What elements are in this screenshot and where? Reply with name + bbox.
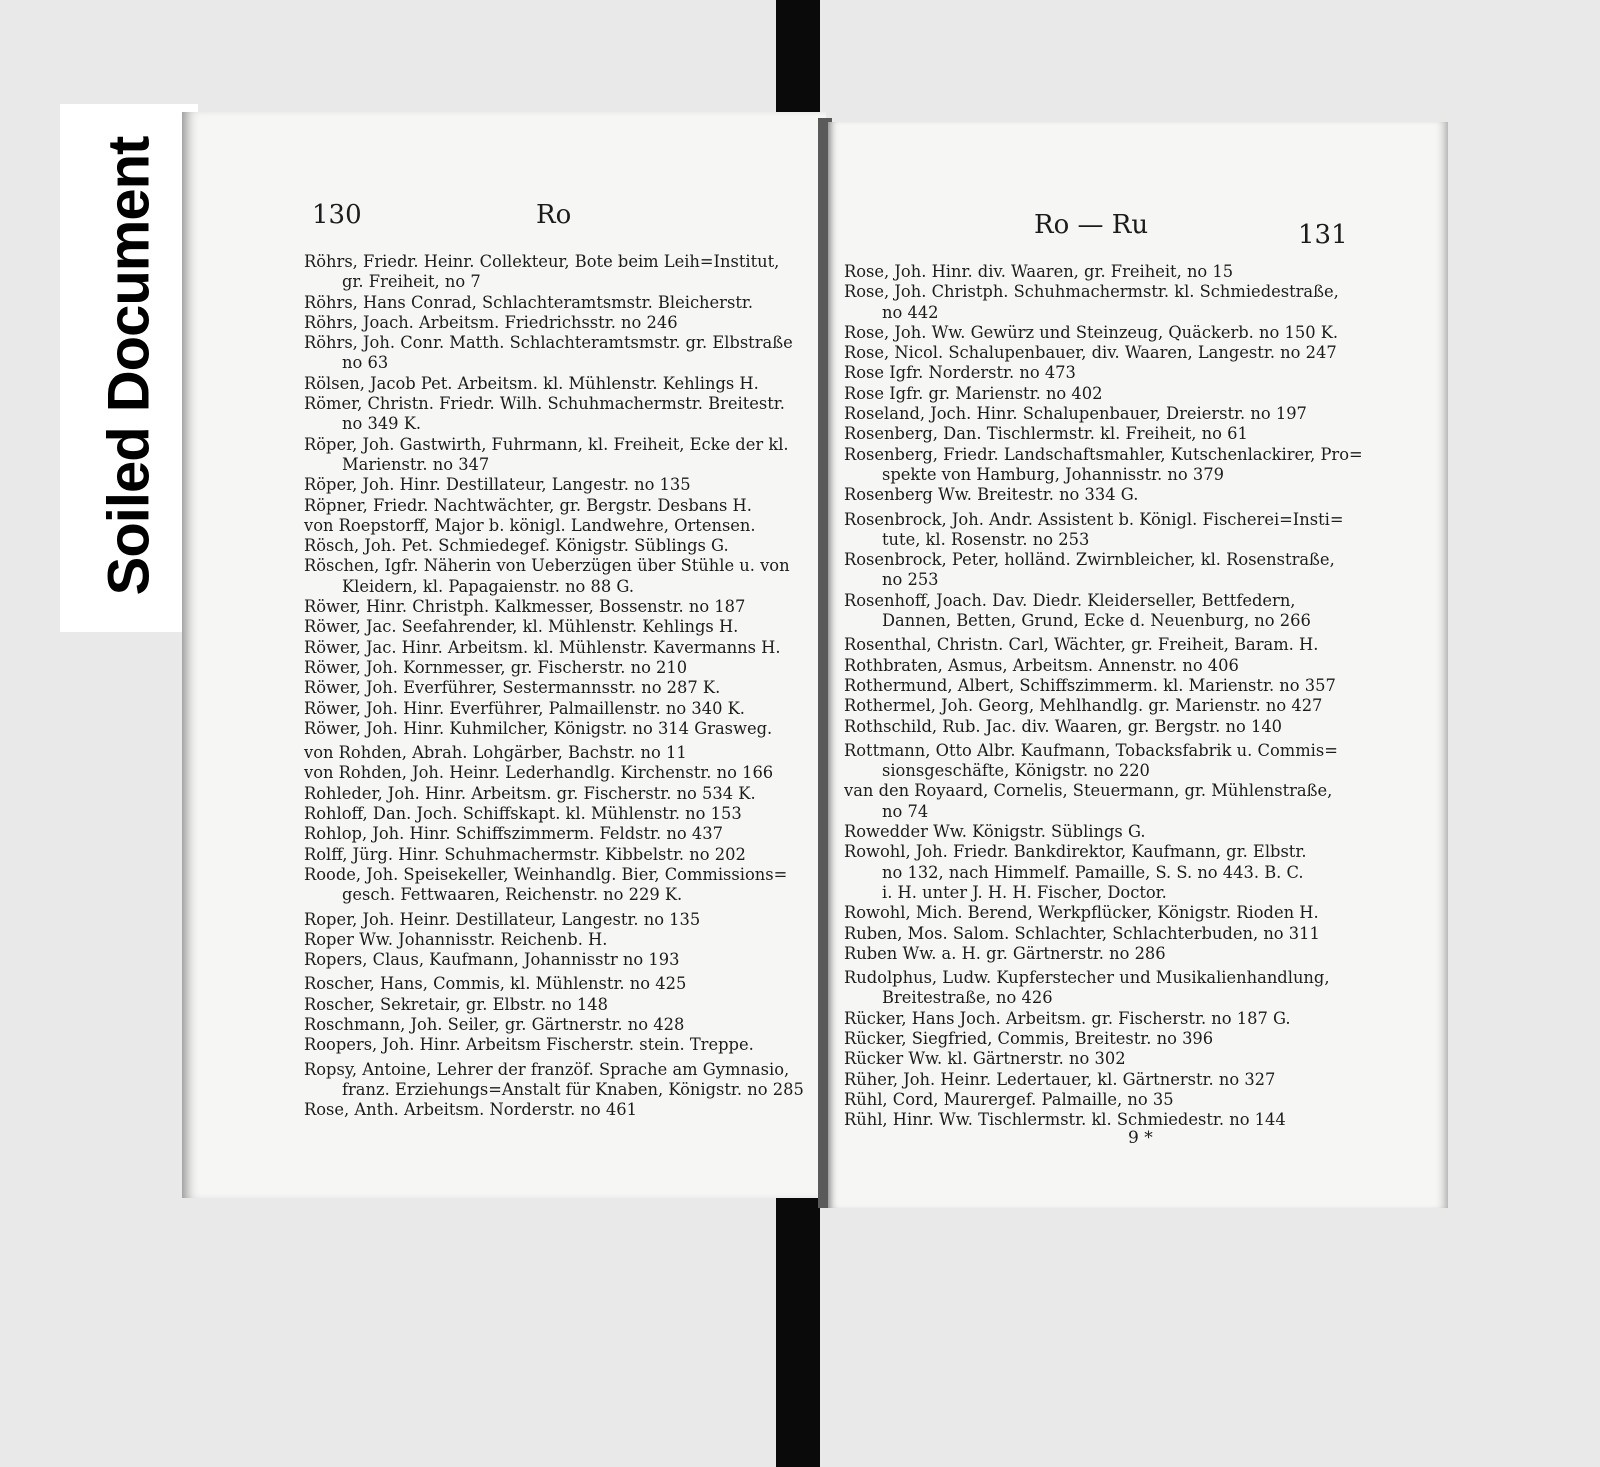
entry-line: Rose, Nicol. Schalupenbauer, div. Waaren, Langestr. no 247: [844, 343, 1337, 363]
entry-line: Röwer, Joh. Hinr. Everführer, Palmaillenstr. no 340 K.: [304, 698, 745, 718]
entry-line: Roschmann, Joh. Seiler, gr. Gärtnerstr. no 428: [304, 1014, 685, 1034]
entry-line: Rose Igfr. gr. Marienstr. no 402: [844, 383, 1103, 403]
entry-line: Roper Ww. Johannisstr. Reichenb. H.: [304, 929, 608, 949]
entry-line: Rose, Joh. Ww. Gewürz und Steinzeug, Quäckerb. no 150 K.: [844, 322, 1339, 342]
entry-line: no 63: [342, 353, 389, 373]
entry-line: Roseland, Joch. Hinr. Schalupenbauer, Dreierstr. no 197: [844, 404, 1307, 424]
entry-line: Rohloff, Dan. Joch. Schiffskapt. kl. Mühlenstr. no 153: [304, 804, 742, 824]
entry-line: Roper, Joh. Heinr. Destillateur, Langestr. no 135: [304, 909, 701, 929]
entry-line: no 132, nach Himmelf. Pamaille, S. S. no 443. B. C.: [882, 862, 1304, 882]
entry-line: Rose, Joh. Christph. Schuhmachermstr. kl. Schmiedestraße,: [844, 282, 1339, 302]
entry-line: Breitestraße, no 426: [882, 988, 1053, 1008]
entry-line: no 442: [882, 302, 939, 322]
entry-line: i. H. unter J. H. H. Fischer, Doctor.: [882, 882, 1167, 902]
entry-line: Röwer, Jac. Seefahrender, kl. Mühlenstr. Kehlings H.: [304, 617, 739, 637]
entry-line: Rowedder Ww. Königstr. Süblings G.: [844, 822, 1146, 842]
entry-line: Rolff, Jürg. Hinr. Schuhmachermstr. Kibbelstr. no 202: [304, 844, 746, 864]
entry-line: Rose, Joh. Hinr. div. Waaren, gr. Freiheit, no 15: [844, 262, 1234, 281]
entry-line: Rosenberg Ww. Breitestr. no 334 G.: [844, 485, 1139, 505]
entry-line: gr. Freiheit, no 7: [342, 272, 481, 292]
entry-line: Rölsen, Jacob Pet. Arbeitsm. kl. Mühlenstr. Kehlings H.: [304, 373, 759, 393]
entry-line: Rücker, Siegfried, Commis, Breitestr. no 396: [844, 1028, 1214, 1048]
entry-line: Röwer, Jac. Hinr. Arbeitsm. kl. Mühlenstr. Kavermanns H.: [304, 637, 781, 657]
left-running-head: Ro: [536, 200, 572, 230]
entry-line: Kleidern, kl. Papagaienstr. no 88 G.: [342, 576, 635, 596]
entry-line: Rosenberg, Dan. Tischlermstr. kl. Freiheit, no 61: [844, 424, 1248, 444]
entry-line: tute, kl. Rosenstr. no 253: [882, 529, 1090, 549]
entry-line: Röper, Joh. Gastwirth, Fuhrmann, kl. Freiheit, Ecke der kl.: [304, 434, 789, 454]
entry-line: Roode, Joh. Speisekeller, Weinhandlg. Bier, Commissions=: [304, 864, 788, 884]
entry-line: spekte von Hamburg, Johannisstr. no 379: [882, 464, 1224, 484]
entry-line: von Roepstorff, Major b. königl. Landwehre, Ortensen.: [304, 515, 756, 535]
entry-line: Rosenhoff, Joach. Dav. Diedr. Kleiderseller, Bettfedern,: [844, 590, 1296, 610]
left-page-number: 130: [312, 200, 362, 230]
entry-line: Roopers, Joh. Hinr. Arbeitsm Fischerstr. stein. Treppe.: [304, 1035, 754, 1055]
entry-line: Röwer, Joh. Hinr. Kuhmilcher, Königstr. no 314 Grasweg.: [304, 718, 773, 738]
entry-line: Rösch, Joh. Pet. Schmiedegef. Königstr. Süblings G.: [304, 536, 729, 556]
book-spine-bottom: [776, 1194, 820, 1467]
left-entries: [304, 252, 804, 1120]
right-page-number: 131: [1298, 220, 1348, 250]
entry-line: sionsgeschäfte, Königstr. no 220: [882, 761, 1150, 781]
entry-line: Roscher, Hans, Commis, kl. Mühlenstr. no 425: [304, 974, 687, 994]
entry-line: von Rohden, Joh. Heinr. Lederhandlg. Kirchenstr. no 166: [304, 763, 774, 783]
entry-line: Rühl, Cord, Maurergef. Palmaille, no 35: [844, 1089, 1174, 1109]
right-running-head: Ro — Ru: [1034, 210, 1149, 240]
entry-line: Rowohl, Joh. Friedr. Bankdirektor, Kaufmann, gr. Elbstr.: [844, 842, 1307, 862]
entry-line: Roscher, Sekretair, gr. Elbstr. no 148: [304, 994, 608, 1014]
entry-line: Dannen, Betten, Grund, Ecke d. Neuenburg, no 266: [882, 611, 1311, 631]
entry-line: Marienstr. no 347: [342, 454, 490, 474]
soiled-document-label: Soiled Document: [96, 136, 162, 596]
entry-line: Röhrs, Hans Conrad, Schlachteramtsmstr. Bleicherstr.: [304, 292, 754, 312]
entry-line: Rohleder, Joh. Hinr. Arbeitsm. gr. Fischerstr. no 534 K.: [304, 783, 756, 803]
entry-line: Röper, Joh. Hinr. Destillateur, Langestr. no 135: [304, 475, 691, 495]
entry-line: von Rohden, Abrah. Lohgärber, Bachstr. no 11: [304, 743, 687, 763]
entry-line: no 349 K.: [342, 414, 422, 434]
entry-line: Röpner, Friedr. Nachtwächter, gr. Bergstr. Desbans H.: [304, 495, 752, 515]
entry-line: Rohlop, Joh. Hinr. Schiffszimmerm. Feldstr. no 437: [304, 824, 723, 844]
entry-line: no 74: [882, 801, 929, 821]
entry-line: no 253: [882, 570, 939, 590]
entry-line: Römer, Christn. Friedr. Wilh. Schuhmachermstr. Breitestr.: [304, 394, 785, 414]
entry-line: Rottmann, Otto Albr. Kaufmann, Tobacksfabrik u. Commis=: [844, 740, 1338, 760]
entry-line: Rothermel, Joh. Georg, Mehlhandlg. gr. Marienstr. no 427: [844, 696, 1323, 716]
left-page: [182, 112, 826, 1198]
entry-line: Ropsy, Antoine, Lehrer der franzöf. Sprache am Gymnasio,: [304, 1059, 790, 1079]
entry-line: Röwer, Joh. Everführer, Sestermannsstr. no 287 K.: [304, 678, 721, 698]
signature-mark: 9 *: [1128, 1128, 1153, 1148]
right-page: [828, 122, 1448, 1208]
entry-line: Rowohl, Mich. Berend, Werkpflücker, Königstr. Rioden H.: [844, 903, 1319, 923]
entry-line: Rosenbrock, Joh. Andr. Assistent b. Königl. Fischerei=Insti=: [844, 509, 1344, 529]
entry-line: Rosenbrock, Peter, holländ. Zwirnbleicher, kl. Rosenstraße,: [844, 550, 1335, 570]
entry-line: Rose Igfr. Norderstr. no 473: [844, 363, 1076, 383]
entry-line: Röhrs, Friedr. Heinr. Collekteur, Bote beim Leih=Institut,: [304, 252, 780, 271]
entry-line: Rosenberg, Friedr. Landschaftsmahler, Kutschenlackirer, Pro=: [844, 444, 1363, 464]
entry-line: Rudolphus, Ludw. Kupferstecher und Musikalienhandlung,: [844, 968, 1330, 988]
entry-line: Rosenthal, Christn. Carl, Wächter, gr. Freiheit, Baram. H.: [844, 635, 1319, 655]
entry-line: Röwer, Joh. Kornmesser, gr. Fischerstr. no 210: [304, 657, 688, 677]
entry-line: van den Royaard, Cornelis, Steuermann, gr. Mühlenstraße,: [844, 781, 1333, 801]
entry-line: Rothschild, Rub. Jac. div. Waaren, gr. Bergstr. no 140: [844, 716, 1283, 736]
entry-line: Rücker Ww. kl. Gärtnerstr. no 302: [844, 1049, 1126, 1069]
entry-line: Ruben, Mos. Salom. Schlachter, Schlachterbuden, no 311: [844, 923, 1320, 943]
entry-line: franz. Erziehungs=Anstalt für Knaben, Königstr. no 285: [342, 1079, 804, 1099]
entry-line: Röhrs, Joach. Arbeitsm. Friedrichsstr. no 246: [304, 312, 678, 332]
entry-line: gesch. Fettwaaren, Reichenstr. no 229 K.: [342, 885, 683, 905]
entry-line: Rücker, Hans Joch. Arbeitsm. gr. Fischerstr. no 187 G.: [844, 1008, 1291, 1028]
entry-line: Rüher, Joh. Heinr. Ledertauer, kl. Gärtnerstr. no 327: [844, 1069, 1276, 1089]
entry-line: Röschen, Igfr. Näherin von Ueberzügen über Stühle u. von: [304, 556, 790, 576]
entry-line: Rothbraten, Asmus, Arbeitsm. Annenstr. no 406: [844, 655, 1239, 675]
entry-line: Rose, Anth. Arbeitsm. Norderstr. no 461: [304, 1100, 637, 1120]
entry-line: Rühl, Hinr. Ww. Tischlermstr. kl. Schmiedestr. no 144: [844, 1110, 1286, 1130]
entry-line: Ropers, Claus, Kaufmann, Johannisstr no 193: [304, 950, 680, 970]
entry-line: Röhrs, Joh. Conr. Matth. Schlachteramtsmstr. gr. Elbstraße: [304, 333, 793, 353]
right-entries: [844, 262, 1363, 1130]
entry-line: Ruben Ww. a. H. gr. Gärtnerstr. no 286: [844, 943, 1166, 963]
entry-line: Rothermund, Albert, Schiffszimmerm. kl. Marienstr. no 357: [844, 675, 1336, 695]
entry-line: Röwer, Hinr. Christph. Kalkmesser, Bossenstr. no 187: [304, 597, 746, 617]
